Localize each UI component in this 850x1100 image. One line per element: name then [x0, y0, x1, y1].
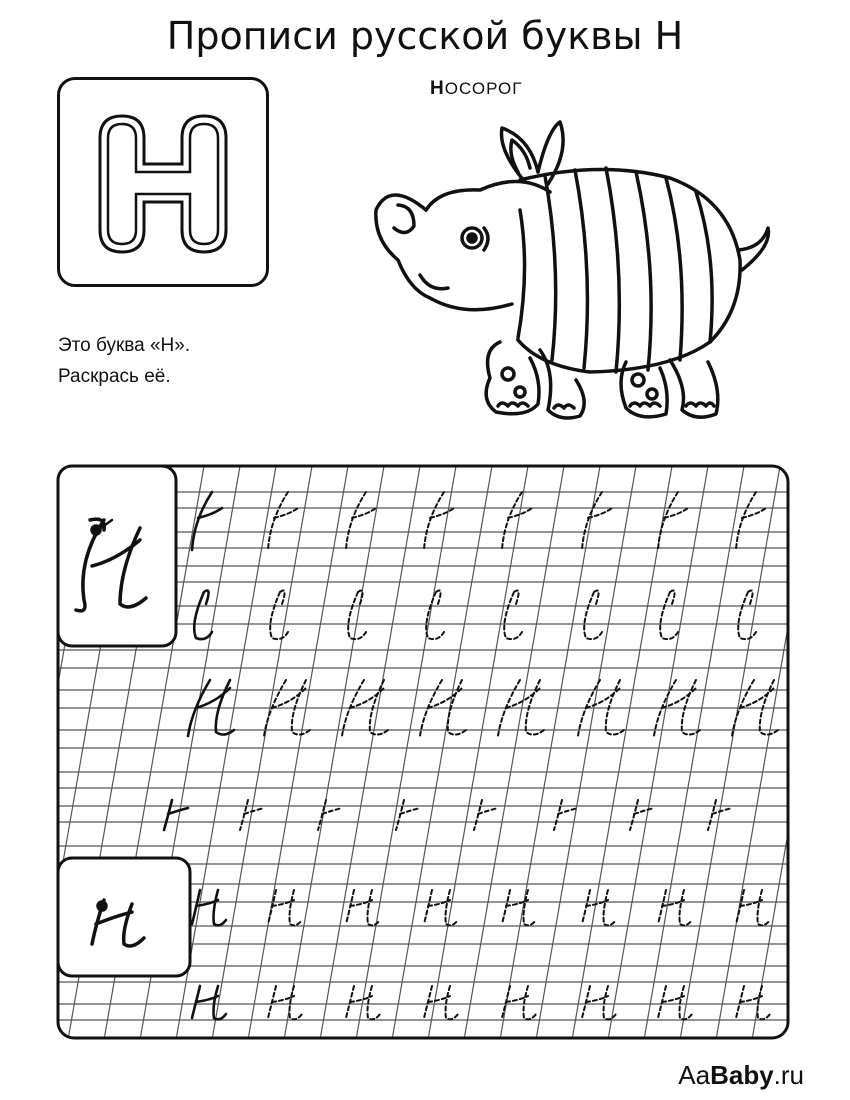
practice-letter-lowercase — [736, 986, 770, 1019]
practice-stroke-loop — [348, 591, 366, 640]
practice-stroke-lowercase-element — [164, 800, 188, 830]
lowercase-sample-box — [58, 858, 190, 976]
practice-stroke-capital-top — [502, 492, 532, 550]
practice-letter-lowercase — [658, 890, 692, 925]
practice-stroke-capital-top — [268, 492, 298, 550]
practice-stroke-capital-top — [736, 492, 766, 550]
slant-guide-line — [716, 466, 816, 1040]
word-rest: ОСОРОГ — [444, 79, 523, 98]
practice-letter-lowercase — [502, 986, 536, 1019]
practice-stroke-lowercase-element — [396, 800, 420, 830]
instruction-line-2: Раскрась её. — [58, 366, 171, 387]
slant-guide-line — [320, 466, 420, 1040]
page-title: Прописи русской буквы Н — [166, 14, 684, 58]
practice-stroke-loop — [504, 591, 522, 640]
practice-stroke-lowercase-element — [708, 800, 732, 830]
brand-bold: Baby — [710, 1060, 774, 1090]
slant-guide-line — [788, 466, 850, 1040]
practice-letter-lowercase — [502, 890, 536, 925]
practice-letter-lowercase — [582, 890, 616, 925]
practice-stroke-lowercase-element — [630, 800, 654, 830]
practice-stroke-lowercase-element — [554, 800, 578, 830]
slant-guide-line — [464, 466, 564, 1040]
slant-guide-line — [212, 466, 312, 1040]
practice-stroke-loop — [660, 591, 678, 640]
practice-letter-lowercase — [582, 986, 616, 1019]
brand-logo — [678, 1060, 804, 1091]
practice-letter-lowercase — [346, 890, 380, 925]
slant-guide-line — [608, 466, 708, 1040]
practice-stroke-lowercase-element — [474, 800, 498, 830]
instruction-line-1: Это буква «Н». — [58, 335, 191, 356]
word-first-letter: Н — [430, 78, 445, 99]
slant-guide-line — [500, 466, 600, 1040]
practice-letter-lowercase — [424, 986, 458, 1019]
slant-guide-line — [644, 466, 744, 1040]
slant-guide-line — [428, 466, 528, 1040]
slant-guide-line — [284, 466, 384, 1040]
brand-suffix: .ru — [773, 1060, 804, 1090]
practice-letter-lowercase — [268, 986, 302, 1019]
brand-prefix: Aa — [678, 1060, 711, 1090]
practice-stroke-capital-top — [346, 492, 376, 550]
slant-guide-line — [356, 466, 456, 1040]
slant-guide-line — [248, 466, 348, 1040]
practice-stroke-loop — [426, 591, 444, 640]
practice-stroke-capital-top — [192, 492, 222, 550]
practice-stroke-loop — [584, 591, 602, 640]
practice-stroke-loop — [738, 591, 756, 640]
slant-guide-line — [680, 466, 780, 1040]
slant-guide-line — [572, 466, 672, 1040]
slant-guide-line — [752, 466, 850, 1040]
practice-stroke-lowercase-element — [240, 800, 264, 830]
practice-stroke-loop — [270, 591, 288, 640]
practice-stroke-loop — [194, 591, 212, 640]
slant-guide-line — [0, 466, 60, 1040]
slant-guide-line — [536, 466, 636, 1040]
slant-guide-line — [392, 466, 492, 1040]
